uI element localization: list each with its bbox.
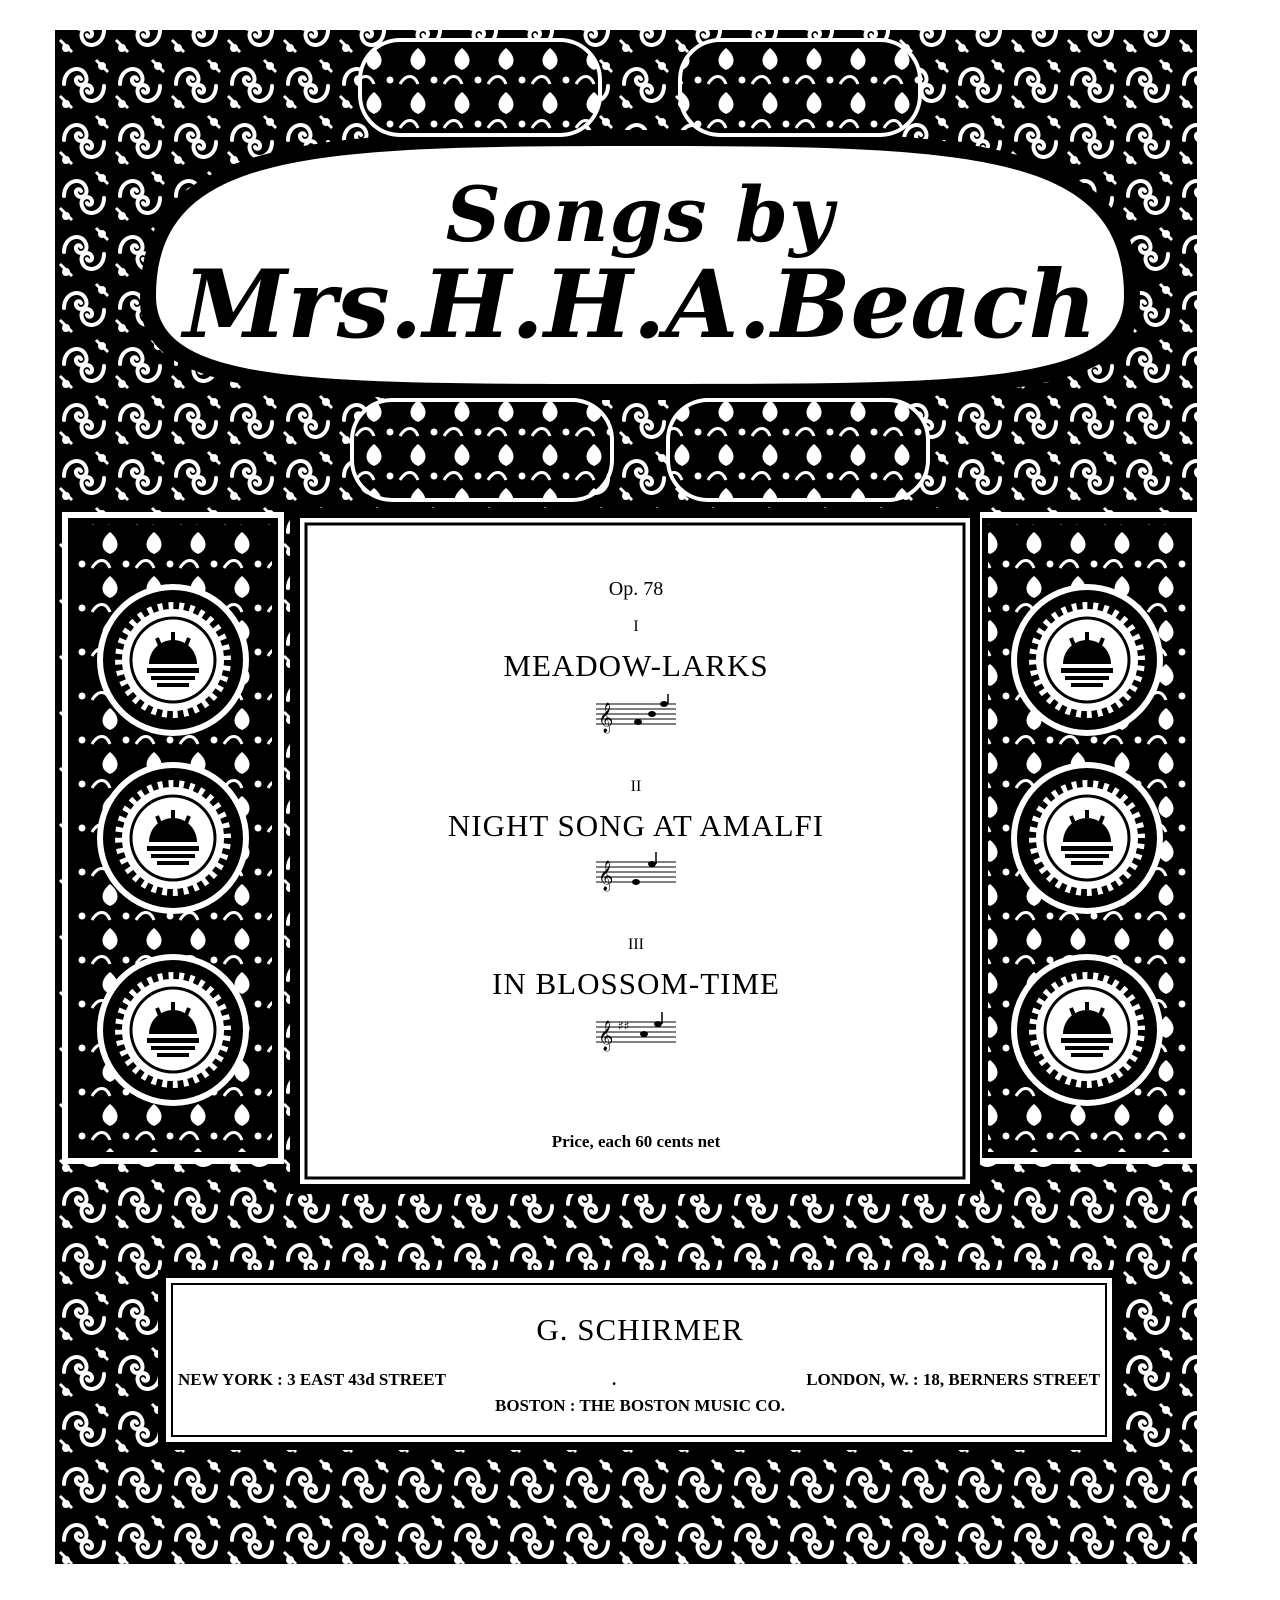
svg-text:𝄞: 𝄞 xyxy=(598,861,614,891)
song-title: IN BLOSSOM-TIME xyxy=(492,966,780,1001)
publisher-name: G. SCHIRMER xyxy=(536,1312,744,1347)
opus-number: Op. 78 xyxy=(608,578,664,600)
song-title: NIGHT SONG AT AMALFI xyxy=(447,808,825,843)
boston-address: BOSTON : THE BOSTON MUSIC CO. xyxy=(494,1396,786,1415)
london-address: LONDON, W. : 18, BERNERS STREET xyxy=(806,1370,1100,1389)
song-title: MEADOW-LARKS xyxy=(503,648,769,683)
publisher-box xyxy=(176,1288,1104,1438)
music-incipit-icon xyxy=(596,1012,676,1052)
composer-name: Mrs.H.H.A.Beach xyxy=(183,250,1097,360)
song-list-panel xyxy=(312,530,960,1210)
music-incipit-icon xyxy=(596,694,676,734)
svg-text:𝄞: 𝄞 xyxy=(598,703,614,733)
address-separator: . xyxy=(612,1370,617,1389)
price-note: Price, each 60 cents net xyxy=(551,1132,721,1151)
title-line-1: Songs by xyxy=(445,170,835,259)
new-york-address: NEW YORK : 3 EAST 43d STREET xyxy=(178,1370,446,1389)
music-incipit-icon xyxy=(596,852,676,892)
song-numeral: I xyxy=(633,618,639,635)
song-numeral: II xyxy=(630,778,642,795)
svg-text:𝄞: 𝄞 xyxy=(598,1021,614,1051)
svg-text:♯♯: ♯♯ xyxy=(618,1019,630,1033)
song-numeral: III xyxy=(628,936,644,953)
